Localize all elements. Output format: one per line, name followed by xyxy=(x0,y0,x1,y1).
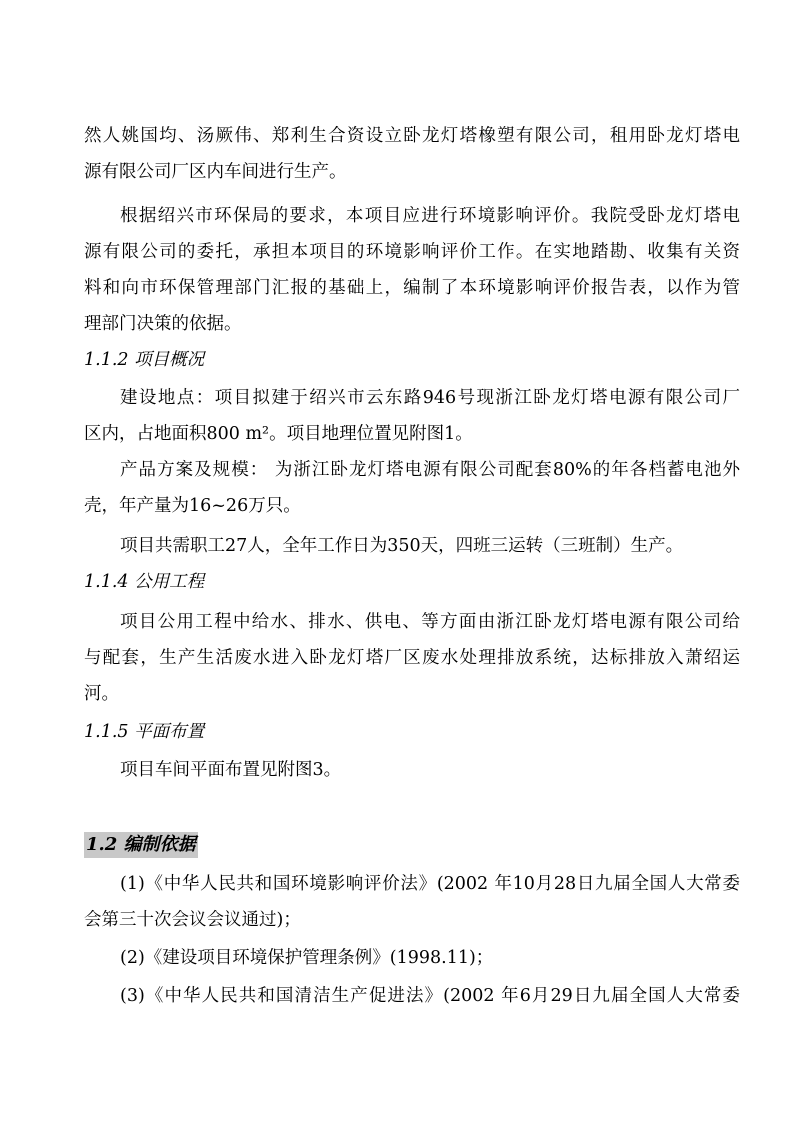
reference-line: (1)《中华人民共和国环境影响评价法》(2002 年10月28日九届全国人大常委 xyxy=(120,874,740,894)
paragraph-line: 区内，占地面积800 m²。项目地理位置见附图1。 xyxy=(84,424,473,444)
paragraph-line: 理部门决策的依据。 xyxy=(84,314,242,334)
paragraph-line: 项目公用工程中给水、排水、供电、等方面由浙江卧龙灯塔电源有限公司给 xyxy=(120,612,740,632)
section-heading-1-1-4: 1.1.4 公用工程 xyxy=(84,572,205,592)
section-heading-1-1-5: 1.1.5 平面布置 xyxy=(84,722,205,742)
paragraph-line: 料和向市环保管理部门汇报的基础上，编制了本环境影响评价报告表，以作为管 xyxy=(84,278,740,298)
paragraph-line: 河。 xyxy=(84,684,119,704)
paragraph-line: 壳，年产量为16~26万只。 xyxy=(84,496,301,516)
paragraph-line: 源有限公司的委托，承担本项目的环境影响评价工作。在实地踏勘、收集有关资 xyxy=(84,242,740,262)
section-heading-1-1-2: 1.1.2 项目概况 xyxy=(84,350,205,370)
paragraph-line: 然人姚国均、汤厥伟、郑利生合资设立卧龙灯塔橡塑有限公司，租用卧龙灯塔电 xyxy=(84,126,740,146)
paragraph-line: 源有限公司厂区内车间进行生产。 xyxy=(84,162,347,182)
paragraph-line: 项目车间平面布置见附图3。 xyxy=(120,760,342,780)
paragraph-line: 建设地点：项目拟建于绍兴市云东路946号现浙江卧龙灯塔电源有限公司厂 xyxy=(120,388,740,408)
section-heading-1-2: 1.2 编制依据 xyxy=(84,832,198,858)
reference-line: 会第三十次会议会议通过)； xyxy=(84,910,301,930)
reference-line: (2)《建设项目环境保护管理条例》(1998.11)； xyxy=(120,948,494,968)
paragraph-line: 产品方案及规模： 为浙江卧龙灯塔电源有限公司配套80%的年各档蓄电池外 xyxy=(120,460,740,480)
paragraph-line: 项目共需职工27人，全年工作日为350天，四班三运转（三班制）生产。 xyxy=(120,536,684,556)
paragraph-line: 根据绍兴市环保局的要求，本项目应进行环境影响评价。我院受卧龙灯塔电 xyxy=(120,206,740,226)
paragraph-line: 与配套，生产生活废水进入卧龙灯塔厂区废水处理排放系统，达标排放入萧绍运 xyxy=(84,648,740,668)
reference-line: (3)《中华人民共和国清洁生产促进法》(2002 年6月29日九届全国人大常委 xyxy=(120,986,740,1006)
